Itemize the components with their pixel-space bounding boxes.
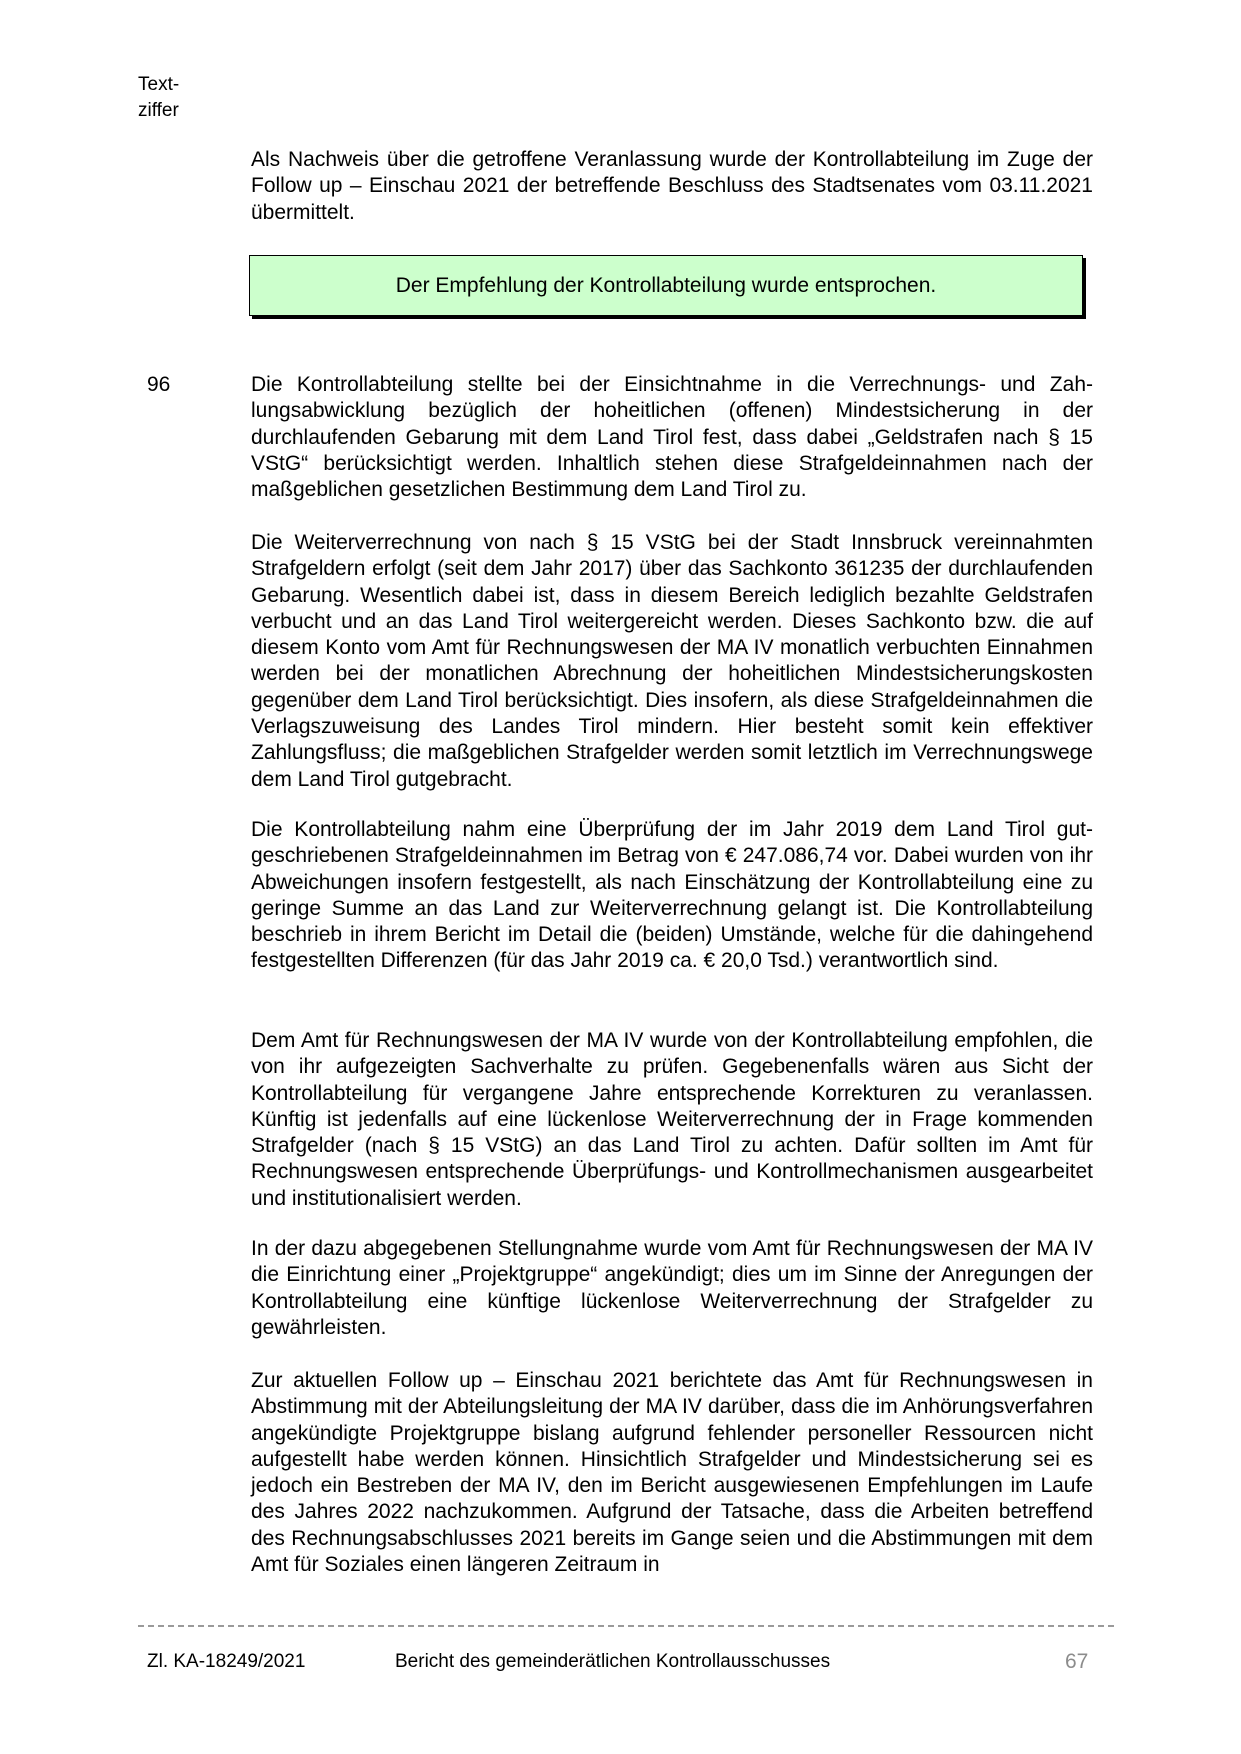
page-number: 67 <box>1065 1650 1089 1673</box>
section-number: 96 <box>147 373 171 396</box>
paragraph-1: Die Kontrollabteilung stellte bei der Einsichtnahme in die Verrechnungs- und Zahlungsabwicklung bezüglich der hoheitlichen (offenen) Mindestsicherung in der durchlaufenden Gebarung mit dem Land Tirol fest, dass dabei „Geldstrafen nach § 15 VStG“ berücksichtigt werden. Inhaltlich stehen diese Strafgeldeinnahmen nach der maßgeblichen gesetzlichen Bestimmung dem Land Tirol zu. <box>251 373 1093 502</box>
footer-reference: Zl. KA-18249/2021 <box>147 1651 306 1672</box>
intro-paragraph: Als Nachweis über die getroffene Veranlassung wurde der Kontrollabteilung im Zuge der Follow up – Einschau 2021 der betreffende Beschluss des Stadtsenates vom 03.11.2021 übermittelt. <box>251 148 1093 224</box>
margin-label-line2: ziffer <box>138 100 179 121</box>
result-box-text: Der Empfehlung der Kontrollabteilung wurde entsprochen. <box>395 273 937 297</box>
result-box <box>249 255 1083 316</box>
paragraph-2: Die Weiterverrechnung von nach § 15 VStG bei der Stadt Innsbruck vereinnahmten Strafgeldern erfolgt (seit dem Jahr 2017) über das Sachkonto 361235 der durchlaufenden Gebarung. Wesentlich dabei ist, dass in diesem Bereich lediglich bezahlte Geldstrafen verbucht und an das Land Tirol weitergereicht werden. Dieses Sachkonto bzw. die auf diesem Konto vom Amt für Rechnungswesen der MA IV monatlich verbuchten Einnahmen werden bei der monatlichen Abrechnung der hoheitlichen Mindestsicherungskosten gegenüber dem Land Tirol berücksichtigt. Dies insofern, als diese Strafgeldeinnahmen die Verlagszuweisung des Landes Tirol mindern. Hier besteht somit kein effektiver Zahlungsfluss; die maßgeblichen Strafgelder werden somit letztlich im Verrechnungswege dem Land Tirol gutgebracht. <box>251 531 1093 791</box>
paragraph-3: Die Kontrollabteilung nahm eine Überprüfung der im Jahr 2019 dem Land Tirol gutgeschriebenen Strafgeldeinnahmen im Betrag von € 247.086,74 vor. Dabei wurden von ihr Abweichungen insofern festgestellt, als nach Einschätzung der Kontrollabteilung eine zu geringe Summe an das Land zur Weiterverrechnung gelangt ist. Die Kontrollabteilung beschrieb in ihrem Bericht im Detail die (beiden) Umstände, welche für die dahingehend festgestellten Differenzen (für das Jahr 2019 ca. € 20,0 Tsd.) verantwortlich sind. <box>251 818 1093 973</box>
paragraph-4: Dem Amt für Rechnungswesen der MA IV wurde von der Kontrollabteilung empfohlen, die von ihr aufgezeigten Sachverhalte zu prüfen. Gegebenenfalls wären aus Sicht der Kontrollabteilung für vergangene Jahre entsprechende Korrekturen zu veranlassen. Künftig ist jedenfalls auf eine lückenlose Weiterverrechnung der in Frage kommenden Strafgelder (nach § 15 VStG) an das Land Tirol zu achten. Dafür sollten im Amt für Rechnungswesen entsprechende Überprüfungs- und Kontrollmechanismen ausgearbeitet und institutionalisiert werden. <box>251 1029 1093 1210</box>
footer-divider <box>138 1625 1114 1627</box>
margin-label-textziffer <box>138 72 179 124</box>
paragraph-5: In der dazu abgegebenen Stellungnahme wurde vom Amt für Rechnungswesen der MA IV die Einrichtung einer „Projektgruppe“ angekündigt; dies um im Sinne der Anregungen der Kontrollabteilung eine künftige lückenlose Weiterverrechnung der Strafgelder zu gewährleisten. <box>251 1237 1093 1339</box>
margin-label-line1: Text- <box>138 74 180 95</box>
paragraph-6: Zur aktuellen Follow up – Einschau 2021 berichtete das Amt für Rechnungswesen in Abstimmung mit der Abteilungsleitung der MA IV darüber, dass die im Anhörungsverfahren angekündigte Projektgruppe bislang aufgrund fehlender personeller Ressourcen nicht aufgestellt habe werden können. Hinsichtlich Strafgelder und Mindestsicherung sei es jedoch ein Bestreben der MA IV, den im Bericht ausgewiesenen Empfehlungen im Laufe des Jahres 2022 nachzukommen. Aufgrund der Tatsache, dass die Arbeiten betreffend des Rechnungsabschlusses 2021 bereits im Gange seien und die Abstimmungen mit dem Amt für Soziales einen längeren Zeitraum in <box>251 1369 1093 1577</box>
footer-title: Bericht des gemeinderätlichen Kontrollausschusses <box>395 1651 831 1672</box>
